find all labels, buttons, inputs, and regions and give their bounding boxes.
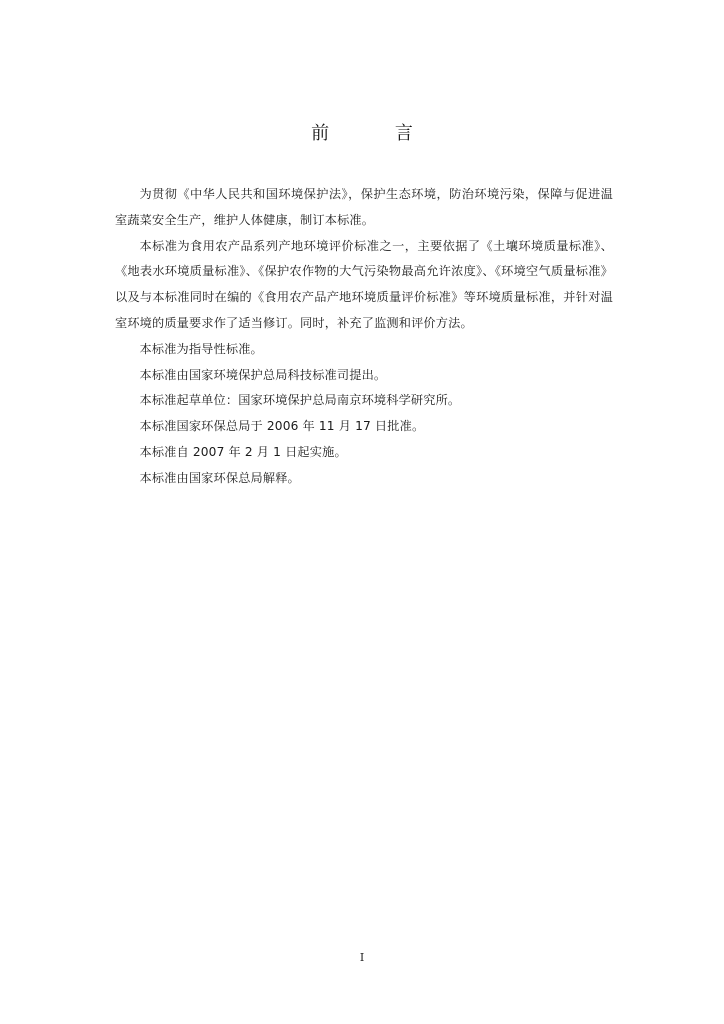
paragraph-interpretation: 本标准由国家环保总局解释。 xyxy=(139,470,300,485)
paragraph-nature: 本标准为指导性标准。 xyxy=(139,341,263,356)
page-number: I xyxy=(359,951,365,964)
paragraph-effective-date: 本标准自 2007 年 2 月 1 日起实施。 xyxy=(139,444,347,459)
paragraph-approval: 本标准国家环保总局于 2006 年 11 月 17 日批准。 xyxy=(139,419,425,434)
paragraph-purpose: 为贯彻《中华人民共和国环境保护法》，保护生态环境，防治环境污染，保障与促进温室蔬菜安全生产，维护人体健康，制订本标准。 xyxy=(115,187,613,227)
paragraph-basis: 本标准为食用农产品系列产地环境评价标准之一，主要依据了《土壤环境质量标准》、《地表水环境质量标准》、《保护农作物的大气污染物最高允许浓度》、《环境空气质量标准》以及与本标准同时在编的《食用农产品产地环境质量评价标准》等环境质量标准，并针对温室环境的质量要求作了适当修订。同时，补充了监测和评价方法。 xyxy=(115,238,613,330)
paragraph-drafter: 本标准起草单位：国家环境保护总局南京环境科学研究所。 xyxy=(139,393,461,408)
paragraph-proposer: 本标准由国家环境保护总局科技标准司提出。 xyxy=(139,367,387,382)
page-title: 前 言 xyxy=(311,123,443,144)
body-text xyxy=(115,182,613,492)
